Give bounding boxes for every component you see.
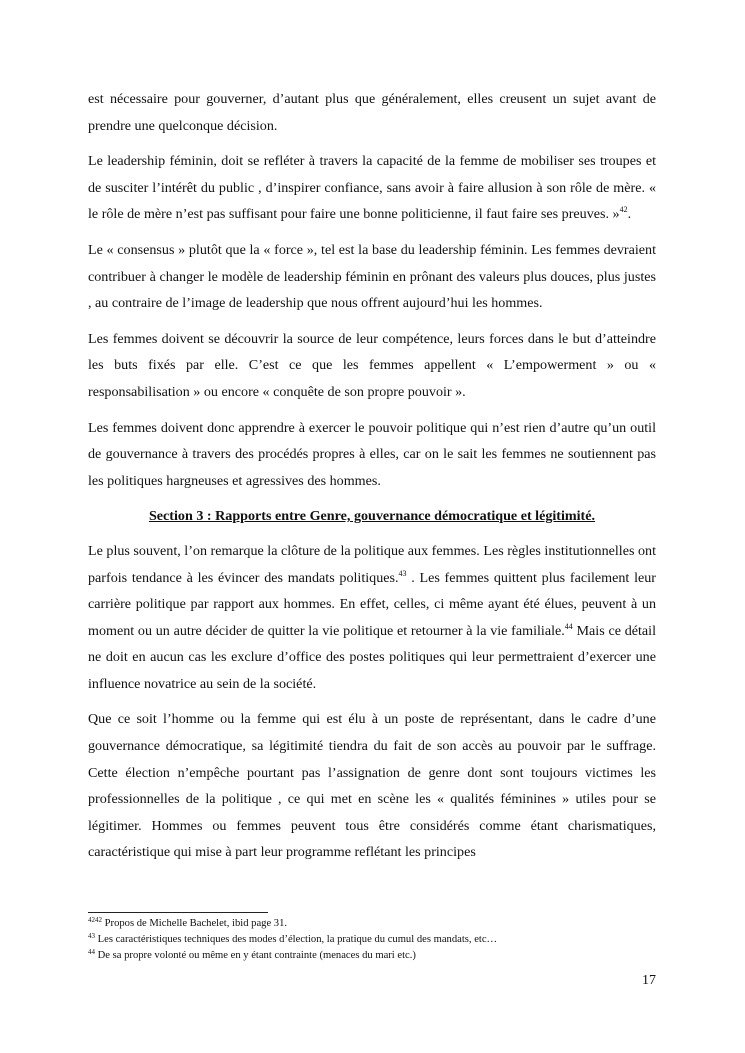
footnote <box>88 932 656 948</box>
footnote <box>88 916 656 932</box>
footnotes <box>88 916 656 964</box>
footnote-divider <box>88 912 268 913</box>
footnote-text: De sa propre volonté ou même en y étant contrainte (menaces du mari etc.) <box>95 950 416 961</box>
paragraph-text: est nécessaire pour gouverner, d’autant plus que généralement, elles creusent un sujet avant de prendre une quelconque décision. <box>88 91 656 134</box>
paragraph-text: Mais ce détail ne doit en aucun cas les exclure d’office des postes politiques qui leur permettraient d’exercer une influence novatrice au sein de la société. <box>88 622 657 692</box>
paragraph-tail: . <box>627 206 632 223</box>
footnote-reference[interactable]: 42 <box>619 205 628 215</box>
footnote-marker: 44 <box>88 948 95 956</box>
paragraph-text: Que ce soit l’homme ou la femme qui est élu à un poste de représentant, dans le cadre d’une gouvernance démocratique, sa légitimité tiendra du fait de son accès au pouvoir par le suffrage. Cette élection n’empêche pourtant pas l’assignation de genre dont sont toujours victimes les professionnelles de la politique , ce qui met en scène les « qualités féminines » utiles pour se légitimer. Hommes ou femmes peuvent tous être considérés comme étant charismatiques, caractéristique qui mise à part leur programme reflétant les principes <box>88 711 656 861</box>
footnote-text: Les caractéristiques techniques des modes d’élection, la pratique du cumul des mandats, etc… <box>95 934 498 945</box>
paragraph-text: Les femmes doivent se découvrir la source de leur compétence, leurs forces dans le but d’atteindre les buts fixés par elle. C’est ce que les femmes appellent « L’empowerment » ou « responsabilisation » ou encore « conquête de son propre pouvoir ». <box>88 330 656 400</box>
section-heading: Section 3 : Rapports entre Genre, gouvernance démocratique et légitimité. <box>148 508 596 525</box>
paragraph-text: Les femmes doivent donc apprendre à exercer le pouvoir politique qui n’est rien d’autre qu’un outil de gouvernance à travers des procédés propres à elles, car on le sait les femmes ne soutiennent pas les politiques hargneuses et agressives des hommes. <box>88 419 656 489</box>
paragraph <box>88 237 656 317</box>
footnote-reference[interactable]: 44 <box>564 621 573 631</box>
footnote-marker: 4242 <box>88 916 102 924</box>
paragraph <box>88 86 656 139</box>
paragraph-text: Le « consensus » plutôt que la « force », tel est la base du leadership féminin. Les femmes devraient contribuer à changer le modèle de leadership féminin en prônant des valeurs plus douces, plus justes , au contraire de l’image de leadership que nous offrent aujourd’hui les hommes. <box>88 241 656 312</box>
body-text <box>88 86 656 875</box>
paragraph <box>88 415 656 495</box>
paragraph-text: Le plus souvent, l’on remarque la clôture de la politique aux femmes. Les règles institutionnelles ont parfois tendance à les évincer des mandats politiques. <box>88 542 656 586</box>
paragraph-text: . Les femmes quittent plus facilement leur carrière politique par rapport aux hommes. En effet, celles, ci même ayant été élues, peuvent à un moment ou un autre décider de quitter la vie politique et retourner à la vie familiale. <box>88 569 656 639</box>
paragraph <box>88 326 656 406</box>
paragraph-text: Le leadership féminin, doit se refléter à travers la capacité de la femme de mobiliser ses troupes et de susciter l’intérêt du public , d’inspirer confiance, sans avoir à faire allusion à son rôle de mère. « le rôle de mère n’est pas suffisant pour faire une bonne politicienne, il faut faire ses preuves. » <box>88 153 656 223</box>
paragraph <box>88 148 656 228</box>
footnote-reference[interactable]: 43 <box>398 568 407 578</box>
paragraph <box>88 706 656 866</box>
footnote-marker: 43 <box>88 932 95 940</box>
footnote-text: Propos de Michelle Bachelet, ibid page 31. <box>102 918 288 929</box>
footnote <box>88 948 656 964</box>
page-number: 17 <box>642 973 656 988</box>
paragraph <box>88 538 656 698</box>
